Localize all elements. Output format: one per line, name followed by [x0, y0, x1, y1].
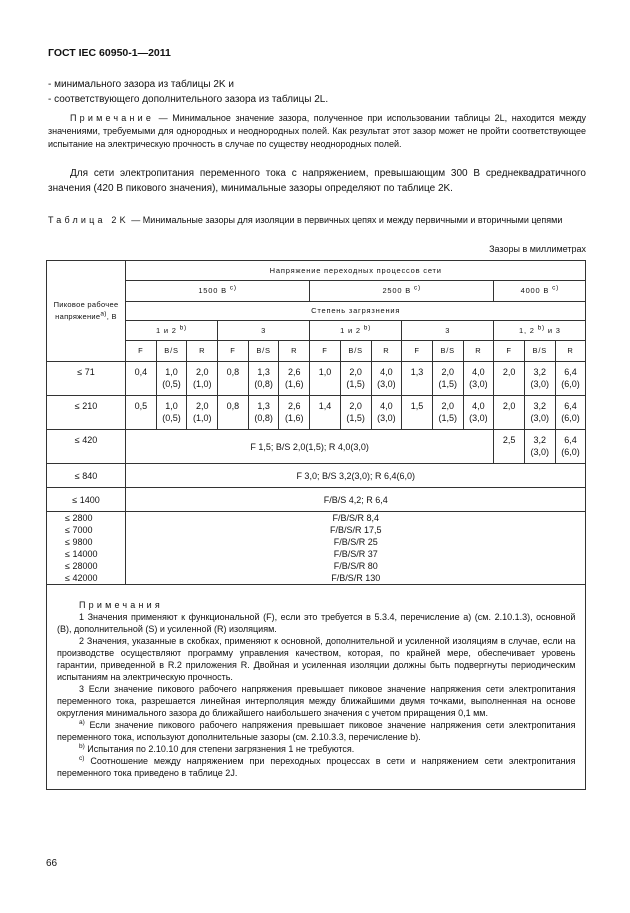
document-header: ГОСТ IEC 60950-1—2011 [48, 47, 171, 59]
merged-cell: F/B/S 4,2; R 6,4 [126, 488, 586, 512]
voltage-cell: ≤ 2800 ≤ 7000 ≤ 9800 ≤ 14000 ≤ 28000 ≤ 42000 [47, 512, 126, 585]
table-notes [47, 585, 586, 790]
voltage-cell: ≤ 1400 [47, 488, 126, 512]
subcolumn-header: F [494, 341, 525, 362]
value-cell: 1,3 (0,8) [248, 396, 279, 430]
subcolumn-header: R [371, 341, 402, 362]
table-label: Таблица 2K [48, 215, 129, 225]
value-cell: 0,8 [218, 362, 249, 396]
clearance-table [46, 260, 586, 790]
transient-voltage-header: Напряжение переходных процессов сети [126, 261, 586, 281]
voltage-1500: 1500 В $^{с)}$ [126, 281, 310, 302]
value-cell: 0,5 [126, 396, 157, 430]
value-cell: 4,0 (3,0) [371, 396, 402, 430]
subcolumn-header: R [555, 341, 586, 362]
value-cell: 2,0 (1,0) [187, 362, 218, 396]
note-2: 2 Значения, указанные в скобках, применяют к основной, дополнительной и усиленной изоляциям в случае, если на производстве осуществляют программу управления качеством, которая, по крайней мере, обеспечивает уровень гарантии, приведенной в R.2 приложения R. Двойная и усиленная изоляции должны быть подвергнуты периодическим испытаниям на электрическую прочность. [57, 636, 576, 682]
voltage-cell: ≤ 210 [47, 396, 126, 430]
note-label: Примечание [70, 113, 155, 123]
note-paragraph [48, 112, 586, 151]
pollution-3: 3 [218, 321, 310, 341]
voltage-cell: ≤ 840 [47, 464, 126, 488]
pollution-header: Степень загрязнения [126, 302, 586, 321]
subcolumn-header: F [218, 341, 249, 362]
value-cell: 2,0 (1,0) [187, 396, 218, 430]
note-3: 3 Если значение пикового рабочего напряжения превышает пиковое значение напряжения сети электропитания переменного тока, разрешается линейная интерполяция между ближайшими двумя точками, выполненная на основе округления минимального зазора до ближайшего наибольшего значения с учетом приращения 0,1 мм. [57, 684, 576, 718]
pollution-3: 3 [402, 321, 494, 341]
voltage-cell: ≤ 71 [47, 362, 126, 396]
footnote-b: $^{b)}$ Испытания по 2.10.10 для степени загрязнения 1 не требуются. [79, 743, 355, 754]
value-cell: 1,4 [310, 396, 341, 430]
voltage-cell: ≤ 420 [47, 430, 126, 464]
value-cell: 2,5 [494, 430, 525, 464]
list-item: - минимального зазора из таблицы 2K и [48, 79, 234, 90]
voltage-2500: 2500 В $^{с)}$ [310, 281, 494, 302]
subcolumn-header: R [463, 341, 494, 362]
value-cell: 2,0 [494, 396, 525, 430]
value-cell: 4,0 (3,0) [371, 362, 402, 396]
value-cell: 6,4 (6,0) [555, 430, 586, 464]
merged-cell: F 1,5; B/S 2,0(1,5); R 4,0(3,0) [126, 430, 494, 464]
value-cell: 3,2 (3,0) [524, 430, 555, 464]
value-cell: 2,0 (1,5) [340, 362, 371, 396]
subcolumn-header: B/S [340, 341, 371, 362]
value-cell: 2,0 (1,5) [432, 396, 463, 430]
value-cell: 1,3 (0,8) [248, 362, 279, 396]
voltage-4000: 4000 В $^{с)}$ [494, 281, 586, 302]
value-cell: 0,8 [218, 396, 249, 430]
merged-cell: F/B/S/R 8,4 F/B/S/R 17,5 F/B/S/R 25 F/B/S/R 37 F/B/S/R 80 F/B/S/R 130 [126, 512, 586, 585]
subcolumn-header: F [402, 341, 433, 362]
subcolumn-header: B/S [156, 341, 187, 362]
value-cell: 3,2 (3,0) [524, 396, 555, 430]
subcolumn-header: F [310, 341, 341, 362]
value-cell: 1,0 (0,5) [156, 396, 187, 430]
value-cell: 6,4 (6,0) [555, 362, 586, 396]
note-text: — Минимальное значение зазора, полученное при использовании таблицы 2L, находится между значениями, требуемыми для однородных и неоднородных полей. Как результат этот зазор может не пройти соответствующее испытание на электрическую прочность в случае по существу неоднородных полей. [48, 113, 586, 149]
subcolumn-header: R [279, 341, 310, 362]
value-cell: 2,0 (1,5) [340, 396, 371, 430]
note-1: 1 Значения применяют к функциональной (F), если это требуется в 5.3.4, перечисление а) (см. 2.10.1.3), основной (B), дополнительной (S) и усиленной (R) изоляциям. [57, 612, 576, 634]
peak-voltage-header: Пиковое рабочее напряжение$^{а)}$, В [47, 261, 126, 362]
table-title: — Минимальные зазоры для изоляции в первичных цепях и между первичными и вторичными цепями [128, 215, 563, 225]
value-cell: 2,6 (1,6) [279, 362, 310, 396]
merged-cell: F 3,0; B/S 3,2(3,0); R 6,4(6,0) [126, 464, 586, 488]
value-cell: 3,2 (3,0) [524, 362, 555, 396]
value-cell: 2,0 [494, 362, 525, 396]
subcolumn-header: F [126, 341, 157, 362]
value-cell: 1,5 [402, 396, 433, 430]
pollution-1-2-3: 1, 2 $^{b)}$ и 3 [494, 321, 586, 341]
notes-title: Примечания [79, 600, 163, 610]
list-item: - соответствующего дополнительного зазора из таблицы 2L. [48, 94, 329, 105]
footnote-c: $^{с)}$ Соотношение между напряжением при переходных процессах в сети и напряжением сети электропитания переменного тока приведено в таблице 2J. [57, 755, 576, 778]
value-cell: 4,0 (3,0) [463, 396, 494, 430]
footnote-a: $^{а)}$ Если значение пикового рабочего напряжения превышает пиковое значение напряжения сети электропитания переменного тока, используют дополнительные зазоры (см. 2.10.3.3, перечисление b). [57, 719, 576, 742]
value-cell: 1,0 (0,5) [156, 362, 187, 396]
value-cell: 2,0 (1,5) [432, 362, 463, 396]
pollution-1-2: 1 и 2 $^{b)}$ [310, 321, 402, 341]
units-label: Зазоры в миллиметрах [489, 244, 586, 254]
subcolumn-header: R [187, 341, 218, 362]
value-cell: 0,4 [126, 362, 157, 396]
value-cell: 2,6 (1,6) [279, 396, 310, 430]
subcolumn-header: B/S [524, 341, 555, 362]
subcolumn-header: B/S [248, 341, 279, 362]
value-cell: 6,4 (6,0) [555, 396, 586, 430]
value-cell: 4,0 (3,0) [463, 362, 494, 396]
table-caption [48, 214, 586, 227]
body-paragraph: Для сети электропитания переменного тока с напряжением, превышающим 300 В среднеквадратичного значения (420 В пикового значения), минимальные зазоры определяют по таблице 2K. [48, 168, 586, 194]
subcolumn-header: B/S [432, 341, 463, 362]
value-cell: 1,0 [310, 362, 341, 396]
page-number: 66 [46, 858, 58, 869]
value-cell: 1,3 [402, 362, 433, 396]
pollution-1-2: 1 и 2 $^{b)}$ [126, 321, 218, 341]
